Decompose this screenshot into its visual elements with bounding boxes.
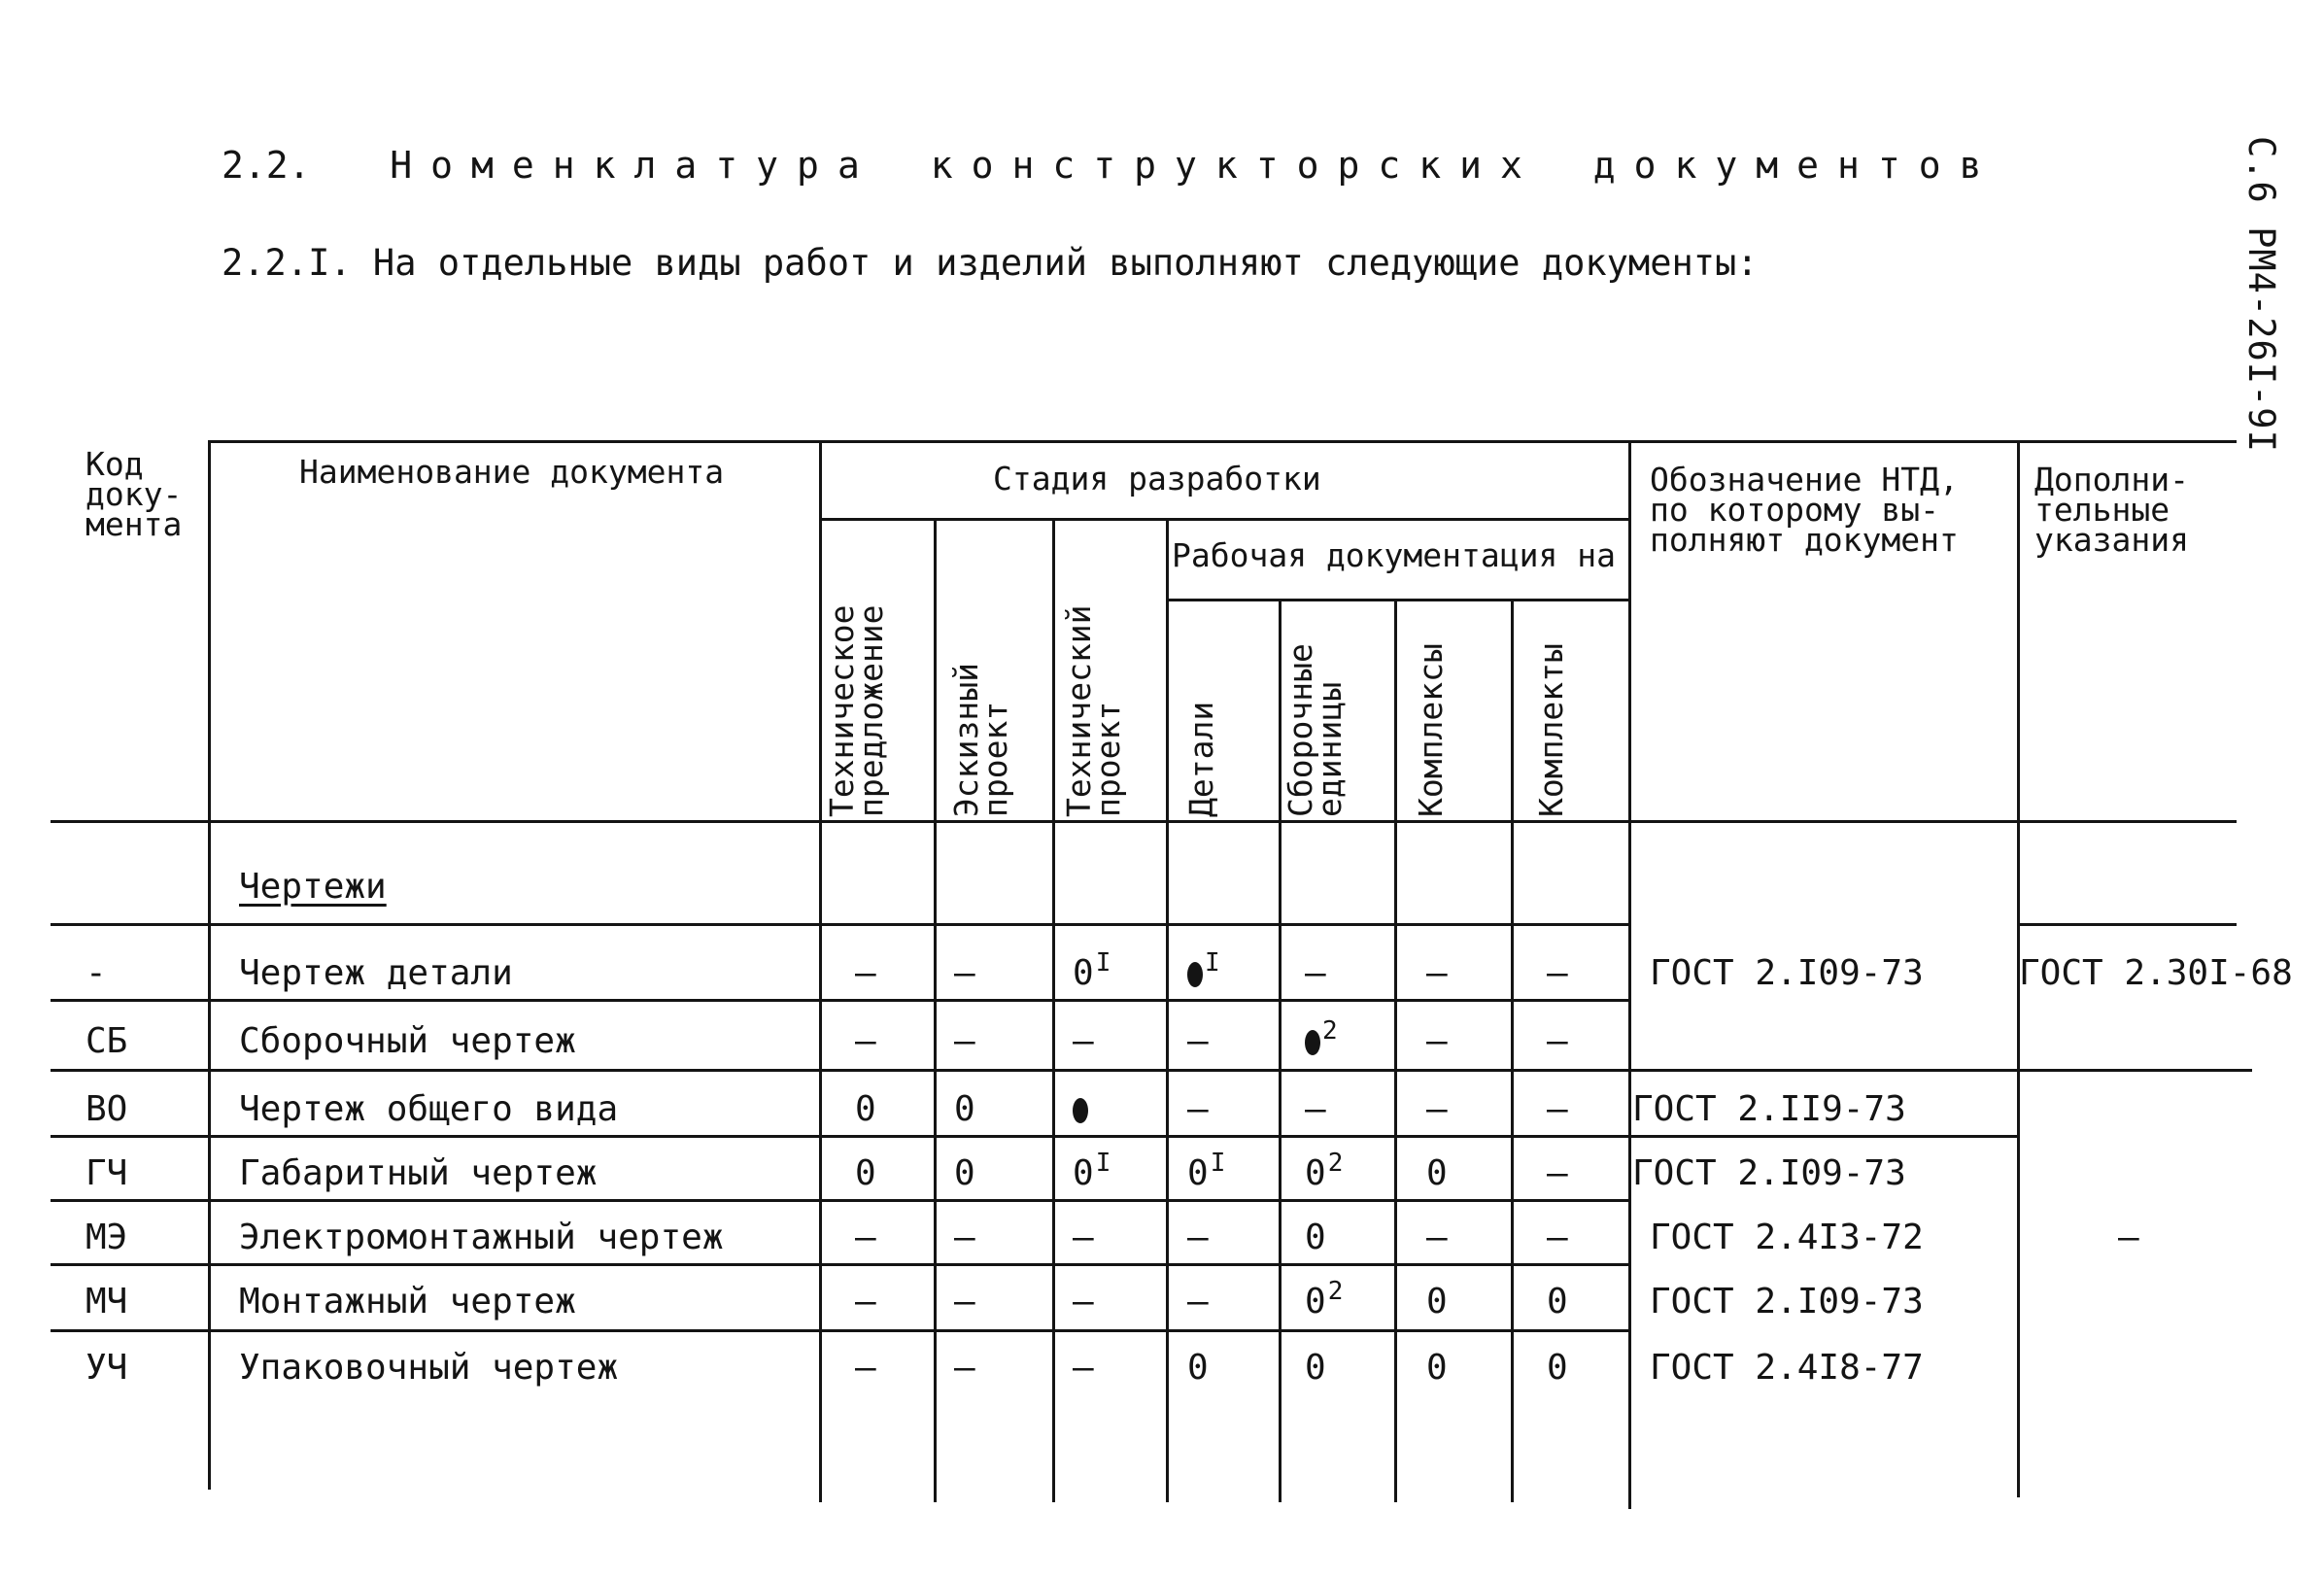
row-stage-mark [1426,1021,1448,1061]
col-rule-stage [1628,440,1631,1509]
row-stage-mark [855,1089,876,1129]
col-rule-draft [1052,518,1055,1502]
col-rule-tech-offer [934,518,937,1502]
row-stage-mark [954,1021,975,1061]
section-heading [222,144,2000,187]
row-stage-mark [1305,1277,1344,1322]
row-document-name: Сборочный чертеж [239,1021,576,1061]
row-stage-mark [1187,1021,1209,1061]
header-working-docs: Рабочая документация на [1172,536,1616,574]
row-stage-mark [1547,1220,1568,1255]
mark-value: – [1547,1218,1568,1257]
mark-value: – [1547,953,1568,993]
row-document-name: Упаковочный чертеж [239,1348,619,1388]
mark-value: – [855,1282,876,1322]
row-stage-mark [1073,1282,1094,1322]
mark-value: – [1426,953,1448,993]
row-ntd: ГОСТ 2.I09-73 [1650,953,1924,993]
col-rule-assembly [1394,599,1397,1502]
row-rule-5 [51,1199,1628,1202]
mark-value: – [1187,1282,1209,1322]
row-stage-mark [1547,1089,1568,1129]
row-stage-mark [1187,1348,1209,1388]
col-rule-complexes [1511,599,1514,1502]
mark-value: 0 [1426,1282,1448,1322]
row-stage-mark [1187,1220,1209,1255]
mark-value: 0 [1187,1348,1209,1388]
header-kits: Комплекты [1532,643,1570,817]
mark-value: – [855,1218,876,1257]
mark-value: – [1426,1089,1448,1129]
row-ntd: ГОСТ 2.II9-73 [1632,1089,1906,1129]
row-code: ВО [85,1089,128,1129]
row-stage-mark [1187,1149,1226,1193]
row-document-name: Монтажный чертеж [239,1282,576,1322]
row-code: МЧ [85,1282,128,1322]
row-document-name: Чертеж детали [239,953,513,993]
col-rule-code [208,440,211,1490]
mandatory-mark-icon [1305,1030,1320,1055]
row-document-name: Электромонтажный чертеж [239,1218,724,1257]
mark-value: – [1073,1282,1094,1322]
mark-footnote: I [1095,1149,1111,1178]
mark-value: 0 [1305,1218,1326,1257]
mark-value: – [954,1282,975,1322]
col-rule-name [819,440,822,1502]
extra-dash-group2: – [2118,1218,2139,1257]
header-assembly: Сборочные единицы [1282,643,1349,817]
mark-value: – [1305,1089,1326,1129]
mark-value: – [1073,1021,1094,1061]
header-extra: Дополни- тельные указания [2034,461,2189,559]
row-rule-6 [51,1263,1628,1266]
mark-value: 0 [1547,1282,1568,1322]
row-stage-mark [1547,1348,1568,1388]
header-draft: Эскизный проект [947,663,1014,817]
mark-value: 0 [1426,1153,1448,1193]
row-stage-mark [1305,1016,1338,1059]
row-stage-mark [1187,1089,1209,1129]
mark-value: – [1187,1218,1209,1257]
heading-number: 2.2. [222,144,311,187]
mark-footnote: 2 [1322,1016,1338,1046]
row-rule-1 [51,923,1628,926]
page-code: С.6 РМ4-26I-9I [2240,136,2282,453]
row-stage-mark [1073,1348,1094,1388]
header-ntd: Обозначение НТД, по которому вы- полняют документ [1650,461,1959,559]
row-rule-2 [51,999,1628,1002]
row-code: УЧ [85,1348,128,1388]
row-document-name: Габаритный чертеж [239,1153,598,1193]
row-rule-3 [51,1069,2252,1072]
row-stage-mark [1305,1220,1326,1255]
row-stage-mark [855,1348,876,1388]
row-stage-mark [1073,1220,1094,1255]
mark-value: – [1187,1021,1209,1061]
row-stage-mark [954,1348,975,1388]
mark-value: – [855,1348,876,1388]
header-stage: Стадия разработки [993,460,1321,498]
working-docs-subheader-rule [1166,599,1628,601]
mark-value: 0 [954,1089,975,1129]
mark-value: 0 [855,1153,876,1193]
mark-value: – [1426,1021,1448,1061]
row-stage-mark [1073,948,1111,993]
mark-value: – [1187,1089,1209,1129]
mark-value: – [954,1218,975,1257]
row-stage-mark [855,1282,876,1322]
mark-value: 0 [1073,953,1094,993]
mandatory-mark-icon [1073,1098,1088,1123]
row-stage-mark [1547,1021,1568,1061]
header-tech-offer: Техническое предложение [823,604,890,817]
row-stage-mark [1426,953,1448,993]
mark-value: 0 [1305,1282,1326,1322]
row-ntd: ГОСТ 2.4I3-72 [1650,1218,1924,1257]
mark-value: – [855,1021,876,1061]
mark-value: 0 [1547,1348,1568,1388]
row-code: - [85,953,107,993]
row-stage-mark [1187,1282,1209,1322]
row-stage-mark [1305,1089,1326,1129]
mark-value: – [1073,1218,1094,1257]
row-stage-mark [1547,953,1568,993]
row-rule-7 [51,1329,1628,1332]
mark-value: 0 [1305,1348,1326,1388]
row-stage-mark [1305,953,1326,993]
stage-subheader-rule [819,518,1628,521]
mark-footnote: 2 [1327,1149,1344,1178]
mandatory-mark-icon [1187,962,1203,987]
mark-value: 0 [1426,1348,1448,1388]
row-stage-mark [954,1220,975,1255]
extra-rule-1 [2017,923,2237,926]
mark-footnote: I [1210,1149,1226,1178]
row-stage-mark [1426,1089,1448,1129]
row-stage-mark [1305,1149,1344,1193]
row-code: МЭ [85,1218,128,1257]
row-stage-mark [855,1153,876,1193]
row-stage-mark [855,953,876,993]
header-bottom-rule [51,820,2237,823]
row-stage-mark [855,1220,876,1255]
row-stage-mark [1426,1348,1448,1388]
mark-value: 0 [1305,1153,1326,1193]
mark-value: 0 [954,1153,975,1193]
header-parts: Детали [1182,701,1220,817]
mark-value: – [954,1348,975,1388]
mark-value: – [1426,1218,1448,1257]
mark-value: – [1547,1089,1568,1129]
heading-title: Номенклатура конструкторских документов [390,144,2000,187]
mark-value: – [954,953,975,993]
col-rule-tech-project [1166,518,1169,1502]
mark-value: 0 [855,1089,876,1129]
header-code: Код доку- мента [85,445,183,543]
row-stage-mark [1187,948,1220,991]
row-stage-mark [1547,1153,1568,1193]
row-stage-mark [954,1282,975,1322]
mark-value: – [1547,1153,1568,1193]
mark-value: – [1305,953,1326,993]
row-stage-mark [1547,1282,1568,1322]
row-stage-mark [1426,1220,1448,1255]
mark-value: 0 [1073,1153,1094,1193]
row-rule-4 [51,1135,2019,1138]
row-stage-mark [954,1153,975,1193]
row-stage-mark [1073,1149,1111,1193]
header-tech-project: Технический проект [1060,604,1127,817]
row-stage-mark [954,1089,975,1129]
extra-gost-group1: ГОСТ 2.30I-68 [2019,953,2293,993]
mark-footnote: I [1095,948,1111,978]
row-stage-mark [1073,1092,1088,1127]
header-complexes: Комплексы [1412,643,1450,817]
subsection-heading: 2.2.I. На отдельные виды работ и изделий выполняют следующие документы: [222,242,1759,284]
mark-value: 0 [1187,1153,1209,1193]
section-title-drawings: Чертежи [239,867,387,907]
row-ntd: ГОСТ 2.I09-73 [1632,1153,1906,1193]
mark-value: – [1547,1021,1568,1061]
row-ntd: ГОСТ 2.4I8-77 [1650,1348,1924,1388]
row-stage-mark [954,953,975,993]
row-code: ГЧ [85,1153,128,1193]
mark-value: – [954,1021,975,1061]
row-stage-mark [1426,1282,1448,1322]
row-stage-mark [1305,1348,1326,1388]
header-name: Наименование документа [299,453,725,491]
mark-value: – [855,953,876,993]
row-stage-mark [1426,1153,1448,1193]
row-stage-mark [1073,1021,1094,1061]
row-code: СБ [85,1021,128,1061]
row-stage-mark [855,1021,876,1061]
row-ntd: ГОСТ 2.I09-73 [1650,1282,1924,1322]
mark-value: – [1073,1348,1094,1388]
mark-footnote: 2 [1327,1277,1344,1306]
row-document-name: Чертеж общего вида [239,1089,619,1129]
table-top-rule [208,440,2237,443]
mark-footnote: I [1205,948,1220,978]
